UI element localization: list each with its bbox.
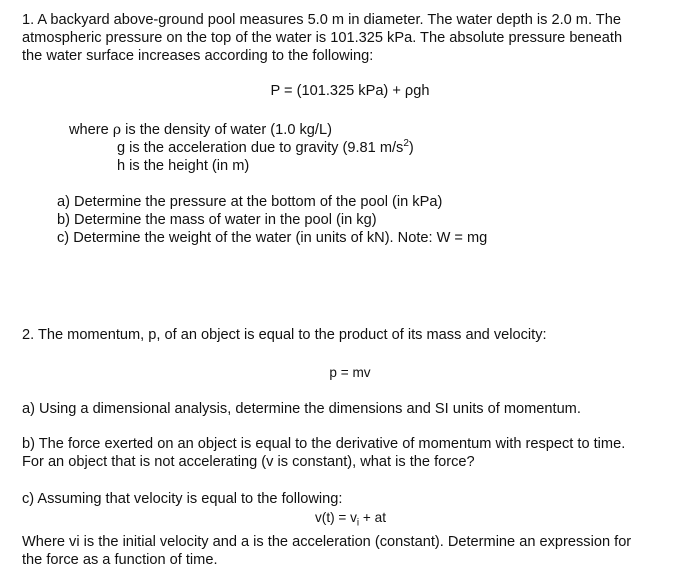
rho-symbol: ρ [112, 122, 122, 138]
h-definition: h is the height (in m) [117, 158, 250, 174]
pressure-equation: P = (101.325 kPa) + ρgh [270, 83, 430, 99]
problem1-part-a: a) Determine the pressure at the bottom of the pool (in kPa) [57, 194, 443, 210]
problem1-part-c: c) Determine the weight of the water (in units of kN). Note: W = mg [57, 230, 488, 246]
g-superscript: 2 [403, 138, 409, 150]
momentum-equation: p = mv [329, 365, 371, 380]
problem2-intro: 2. The momentum, p, of an object is equal to the product of its mass and velocity: [22, 327, 547, 343]
velocity-subscript: i [356, 517, 360, 529]
problem2-part-b-line2: For an object that is not accelerating (v is constant), what is the force? [22, 454, 475, 470]
problem2-part-a: a) Using a dimensional analysis, determine the dimensions and SI units of momentum. [22, 401, 581, 417]
g-definition [117, 139, 414, 157]
problem1-part-b: b) Determine the mass of water in the pool (in kg) [57, 212, 377, 228]
where-label: where [69, 122, 113, 138]
problem2-closing-line2: the force as a function of time. [22, 552, 218, 568]
problem1-line2: atmospheric pressure on the top of the water is 101.325 kPa. The absolute pressure beneath [22, 30, 623, 46]
problem1-line3: the water surface increases according to the following: [22, 48, 374, 64]
velocity-equation [315, 509, 386, 527]
rho-definition [69, 121, 332, 139]
g-close: ) [408, 140, 414, 156]
problem2-part-b-line1: b) The force exerted on an object is equal to the derivative of momentum with respect to time. [22, 436, 626, 452]
velocity-rhs: + at [359, 510, 386, 525]
g-text: g is the acceleration due to gravity (9.81 m/s [117, 140, 404, 156]
velocity-lhs: v(t) = v [315, 510, 357, 525]
problem2-closing-line1: Where vi is the initial velocity and a is the acceleration (constant). Determine an expression for [22, 534, 632, 550]
problem2-part-c: c) Assuming that velocity is equal to the following: [22, 491, 343, 507]
rho-text: is the density of water (1.0 kg/L) [121, 122, 332, 138]
problem1-line1: 1. A backyard above-ground pool measures 5.0 m in diameter. The water depth is 2.0 m. The [22, 12, 621, 28]
